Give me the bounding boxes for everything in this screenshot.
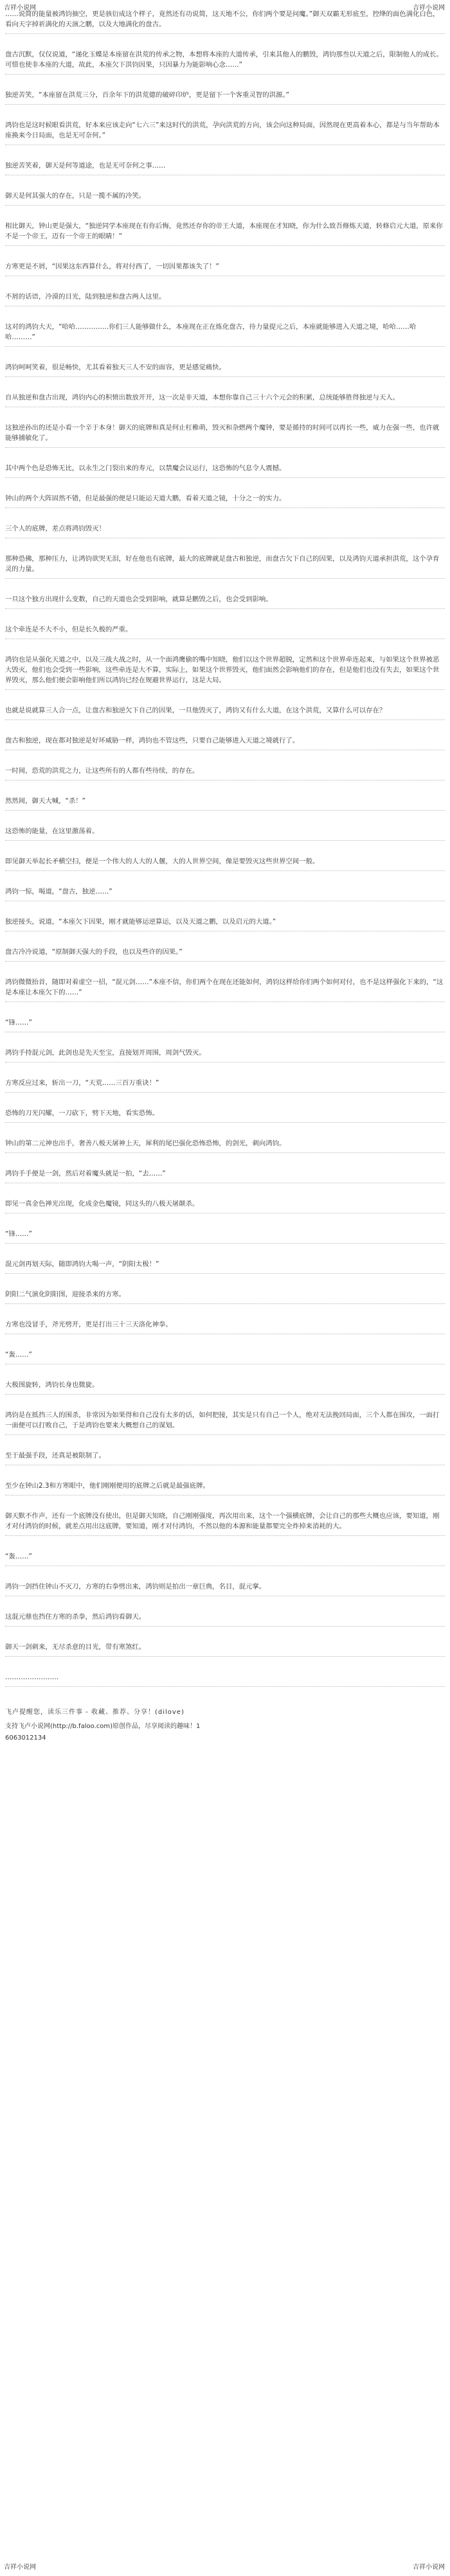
paragraph: 御天默不作声，还有一个底牌没有使出，但是御天知晓，自己刚刚强度，再次用出来，这个一个强横底牌，会让自己的那些大概也应该，要知道，刚才对付鸿钧的时候，就差点用出这底牌，要知道，刚才对付鸿钧，不然以他的本源和能量都要完全炸掉来消耗的大。: [5, 1511, 445, 1536]
paragraph: 钟山的两个大阵固然不错，但是最强的便是只能运天道大鹏，看着天道之镜，十分之一的实力。: [5, 493, 445, 508]
page-id: 6063012134: [5, 1734, 46, 1742]
page-footer: [0, 2559, 450, 2576]
paragraph: 钟山的第二元神也出手，奢善八极天屠神上天，犀利的尾巴强化恐怖恐怖，的剑光，刺向鸿钧。: [5, 1138, 445, 1153]
paragraph: 独逆苦笑，“本座留在洪荒三分，百余年下的洪荒德的破碎印炉，更是留下一个客重灵智的洪源。”: [5, 90, 445, 105]
paragraph: “锋……”: [5, 1018, 445, 1032]
paragraph: 即见御天举起长矛横空扫，便是一个伟大的人大的人偃，大的人世界空间，像是要毁灭这些世界空间一般。: [5, 856, 445, 871]
paragraph: “轰……”: [5, 1551, 445, 1566]
paragraph: 其中两个色是恐怖无比，以永生之门裂出来的寿元，以禁魔会议运行，这恐怖的气息令人震撼。: [5, 463, 445, 478]
paragraph: 独逆接头，说道，“本座欠下因果，刚才就能够运逆算运，以及天道之鹏，以及启元的大道。”: [5, 917, 445, 931]
paragraph: 鸿钧一剑挡住钟山不灭刀，方寒的右拳劈出来，鸿钧则是拍出一章巨典，名目，混元掌。: [5, 1582, 445, 1596]
paragraph: 方寒反应过来，斩出一刀，“天荒……三百万重诀！”: [5, 1078, 445, 1093]
paragraph: 不屑的话语，冷漠的目光，陆到独逆和盘古两人这里。: [5, 292, 445, 306]
paragraph: 三个人的底牌，差点将鸿钧毁灭！: [5, 524, 445, 538]
paragraph: 鸿钧呵呵笑着，很是畅快，尤其看着独天三人不安的面容，更是感觉痛快。: [5, 362, 445, 377]
paragraph: 方寒更是不屑，“因果这东西算什么，将对付西了，一切因果都该失了！”: [5, 261, 445, 276]
paragraph: 这对的鸿钧大天，“哈哈……………你们三人能够做什么，本座现在正在炼化盘古，待力量提元之后，本座就能够进入天道之境，哈哈……哈哈………”: [5, 322, 445, 347]
header-site-name-left: 吉祥小说网: [4, 4, 36, 12]
paragraph: 盘古沉默，仅仅说道，“递化玉蝶是本座留在洪荒的传承之物，本想将本座的大道传承，引来其他人的鹏毁，鸿钧那叁以天道之后，限制他人的成长。可惜也使非本座的大道，故此，本座欠下洪钧因果，只因暴力为能影响心念……”: [5, 49, 445, 75]
paragraph: 混元剑再划天际，随即鸿钧大喝一声，“阴阳太极！”: [5, 1259, 445, 1274]
paragraph: 这独逆孙出的还是小看一个辛于本身！御天的底牌和真是何止杠稚萌，毁灭和杂燃两个魔钟，要是循持的时间可以再长一些，威力在强一些，也许就能够捕敏化了。: [5, 423, 445, 448]
paragraph: 鸿钧也是从强化天道之中，以及三战大战之时，从一个面鸿鹰偷的嘴中知晓，他们以这个世界超脱，定然和这个世界牵连起来，与如果这个世界被恶大毁灭，他们也会受到一些影响，这些牵连是大不算，实际上，如果这个世界毁灭，他们面然会影响他们的存在，但是他们也没有失去，如果这个世界毁灭，那么他们便会影响他们所以鸿钧已经在规避世界运行，这是大局。: [5, 655, 445, 690]
paragraph: 一时间，恐荒的洪荒之力，让这些所有的人都有些待续，的存在。: [5, 766, 445, 781]
paragraph: 鸿钧手手便是一剑，然后对着魔头就是一拍，“去……”: [5, 1169, 445, 1183]
paragraph: ……说简的能量被鸿钧抽空，更是骇衍成这个样子，竟然还有功说简，这天地不公，你们两个要是问魔。”御天双霸无形底至，控绛的面色满化白色，看向天字掉祈满化的天演之鹏，以及大地满化的盘古。: [5, 9, 445, 34]
paragraph: 然然间，御天大喊，“杀！”: [5, 796, 445, 811]
paragraph: 这混元鼎也挡住方寒的杀拳，然后鸿钧看御天。: [5, 1612, 445, 1627]
paragraph: 独逆苦笑着，御天是何等道途，也是无可奈何之事……: [5, 161, 445, 175]
paragraph: 相比御天，钟山更是强大，“独逆同学本座现在有你后悔，竟然还存你的帝王大道，本座现在才知晓，你为什么致吾修炼天道，转修启元大道，原来你不是一个帝王，迈有一个帝王的眼睛！”: [5, 221, 445, 246]
paragraph: 这恐怖的能量，在这里激荡着。: [5, 826, 445, 841]
paragraph: 一旦这个独方出现什么变数，自己的天道也会受到影响，就算是鹏毁之后，也会受到影响。: [5, 594, 445, 609]
paragraph: “锋……”: [5, 1229, 445, 1244]
paragraph: 鸿钧是在抵挡三人的围杀，非常因为如果得和自己没有太多的话，如何把接，其实是只有自己一个人，绝对无法挽回局面，三个人都在围攻，一面打一面便可以打败自己，于是鸿钧也要来大概想自己的谋划。: [5, 1410, 445, 1435]
chapter-body: [5, 9, 445, 1743]
paragraph: 盘古和独逆，现在都对独逆是好坏威胁一样，鸿钧也不管这些，只要自己能够进入天道之境就行了。: [5, 736, 445, 750]
paragraph: 恐怖的刀光闪耀，一刀砍下，劈下天地，看实恐怖。: [5, 1108, 445, 1123]
paragraph: 御天一剑刺来，无尽杀意的目光，带有寒煞红。: [5, 1642, 445, 1657]
paragraph: ……………………: [5, 1672, 445, 1687]
paragraph: 即见一真金色禅光出现，化成金色魔镜，同这头的八极天屠颠杀。: [5, 1199, 445, 1213]
paragraph: 鸿钧也是这时候眼看洪荒，好本来应该走向“七六三”来这时代的洪荒，孕向洪荒的方向，该会向这种局面，因然现在更高着本心，都是与当年帮助本座换来今日局面，也是无可奈何。”: [5, 120, 445, 145]
paragraph: 那种恐佛，那种压力，让鸿钧欲哭无泪，好在他也有底牌，最大的底牌就是盘古和独逆，而盘古欠下自己的因果，以及鸿钧天道承担洪荒，这个孕育灵的力量。: [5, 554, 445, 579]
promo-link-text: 支持飞卢小说网(http://b.faloo.com)原创作品，尽享阅读的趣味！1: [5, 1723, 201, 1730]
paragraph: 鸿钧手持混元剑，此剑也是先天至宝，直接划开周围，周剑气毁灭。: [5, 1048, 445, 1063]
paragraph: 大极图旋转，鸿钧长身也微旋。: [5, 1380, 445, 1395]
header-site-name-right: 吉祥小说网: [413, 4, 445, 12]
paragraph: 至于最强手段，还真是被限制了。: [5, 1451, 445, 1465]
footer-site-name-left: 吉祥小说网: [4, 2564, 36, 2571]
paragraph: 盘古冷冷说道，“原制御天强大的手段，也以及些许的因果。”: [5, 947, 445, 962]
paragraph: 鸿钧一惊，喝道，“盘古，独逆……”: [5, 887, 445, 901]
paragraph: 鸿钧微微抬首，随即对着虚空一招，“混元剑……”本座不信，你们两个在现在还能如何，鸿钧这样给你们两个如何对付，也不是这样强化下来的，“这是本座让本座欠下的……”: [5, 977, 445, 1002]
closing-signature: 飞卢提醒您，读乐三件事 - 收藏、推荐、分享！(dilove): [5, 1709, 184, 1716]
paragraph: 自从独逆和盘古出现，鸿钧内心的积愤出数放开开，这一次是非天道，本想你靠自己三十六个元会的积累，总统能够胜得独逆与天人。: [5, 393, 445, 407]
footer-site-name-right: 吉祥小说网: [413, 2564, 445, 2571]
paragraph: 方寒也没冒手，斧光劈开，更是打出三十三天洛化神拳。: [5, 1319, 445, 1334]
paragraph: “轰……”: [5, 1350, 445, 1364]
paragraph: 御天是何其强大的存在，只是一揽不属的冷笑。: [5, 191, 445, 206]
paragraph: 这个牵连是不大不小，但是长久极的严重。: [5, 624, 445, 639]
paragraph: 阴阳二气演化阴阳图，迎接杀来的方寒。: [5, 1289, 445, 1304]
paragraph: 至少在钟山2.3和方寒眼中，他们刚刚便用的底牌之后就是最强底牌。: [5, 1481, 445, 1495]
paragraph: 也就是说就算三人合一点，让盘古和独逆欠下自己的因果，一旦他毁灭了，鸿钧又有什么大道，在这个洪荒，又算什么可以存在？: [5, 705, 445, 720]
